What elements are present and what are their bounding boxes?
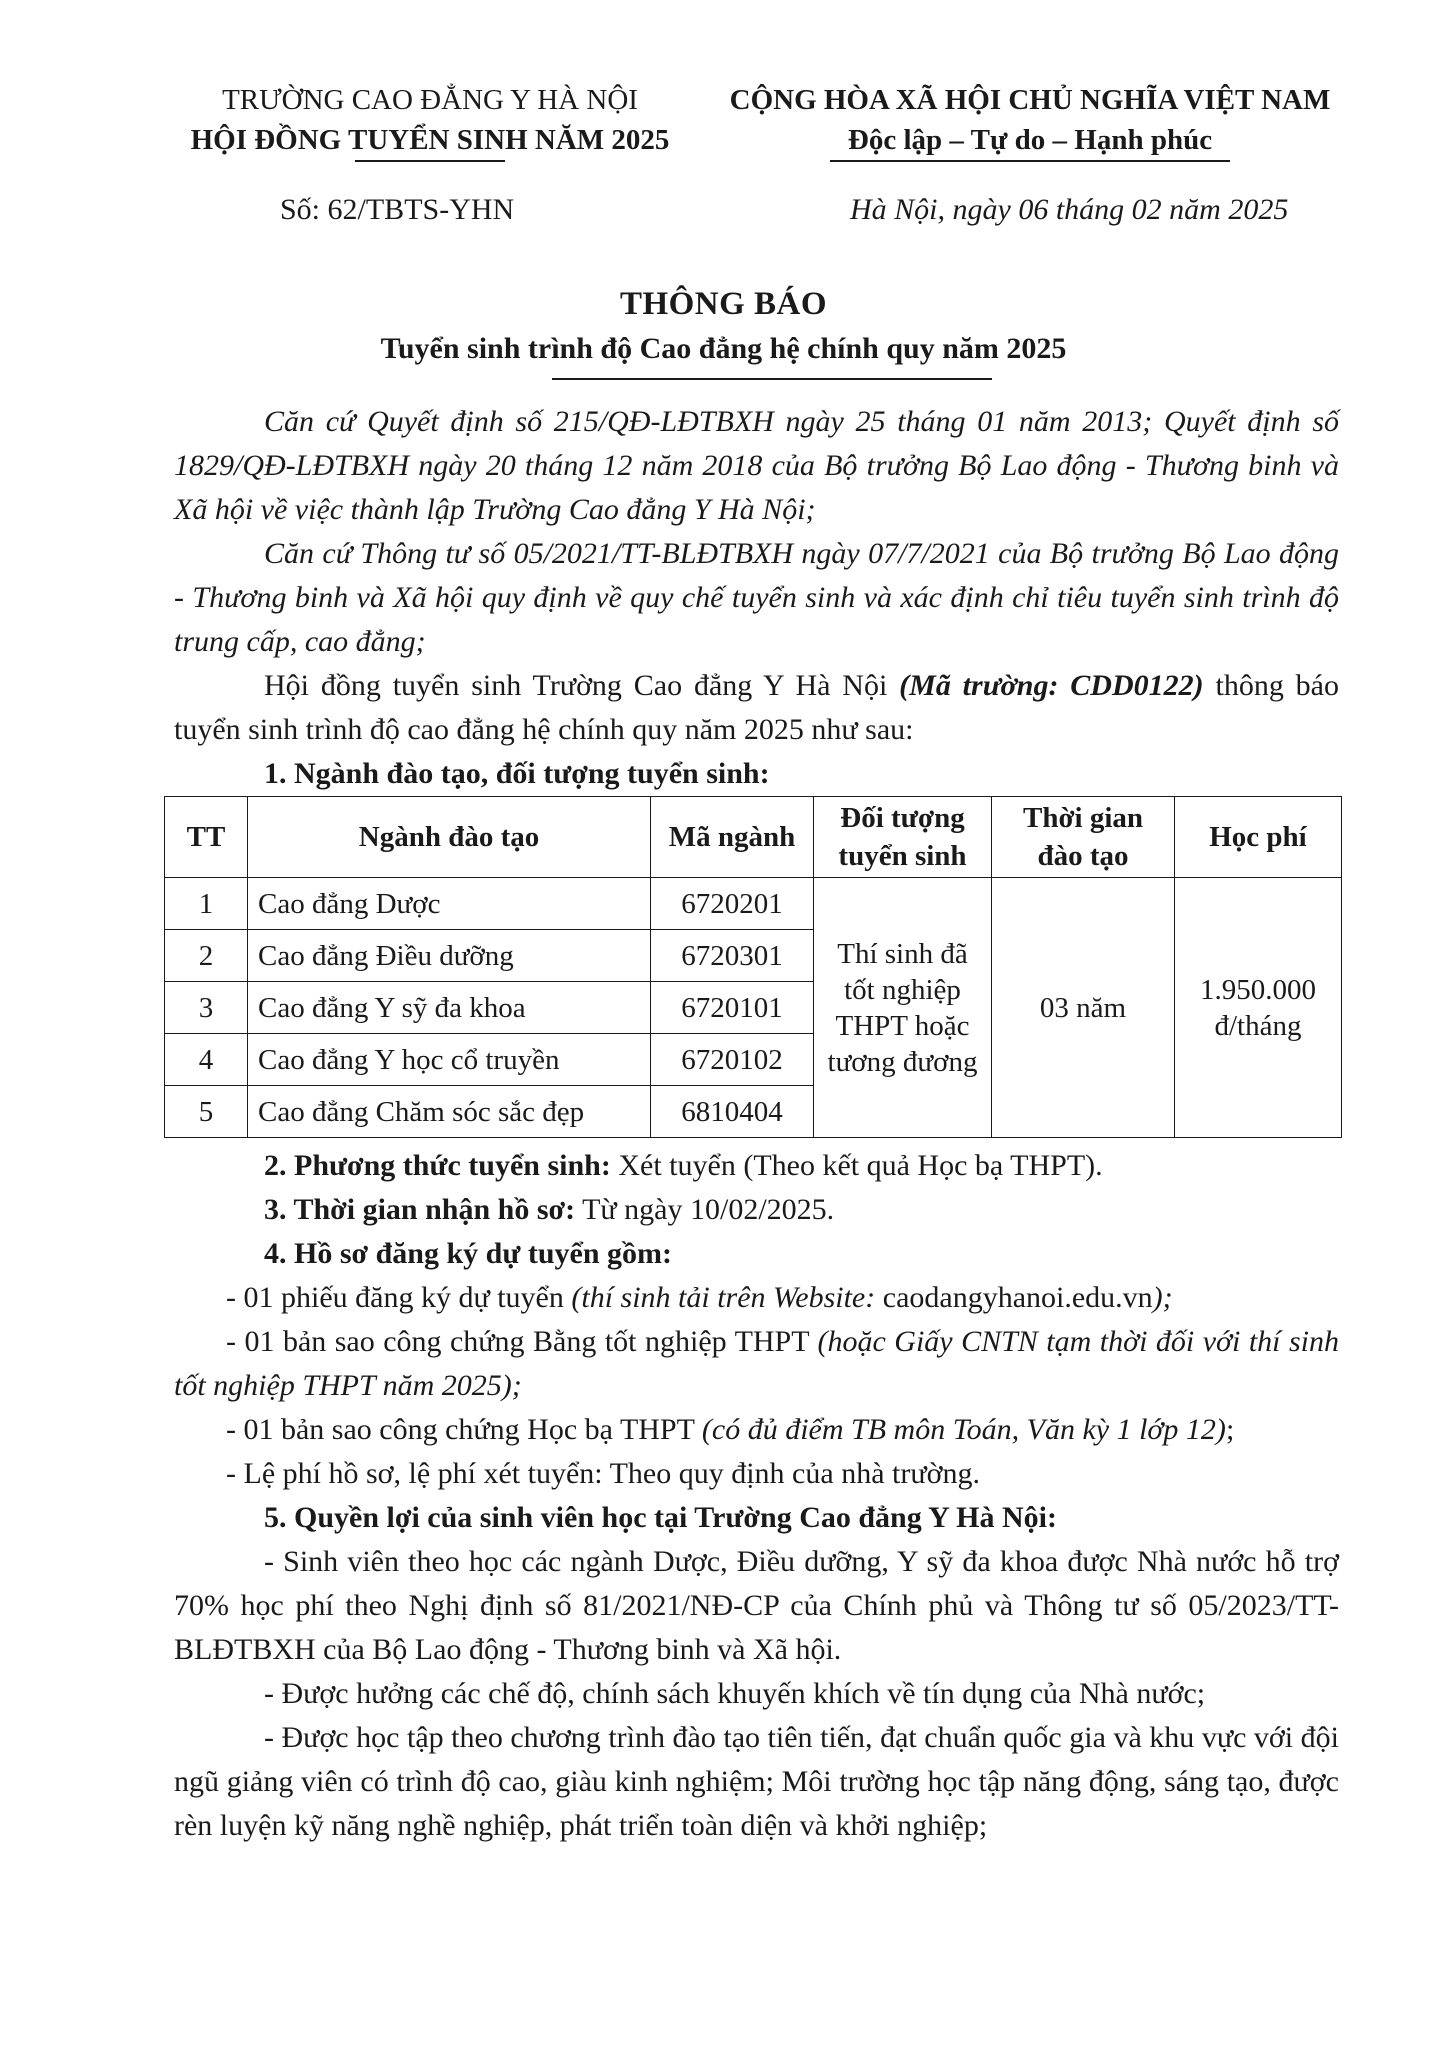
fee-cell <box>1175 878 1342 1138</box>
dossier-item-1-text: - 01 phiếu đăng ký dự tuyển <box>226 1281 572 1314</box>
intro-text-a: Hội đồng tuyển sinh Trường Cao đẳng Y Hà Nội <box>264 669 900 702</box>
col-header-target: Đối tượng tuyển sinh <box>814 797 992 878</box>
row-code: 6720301 <box>651 930 814 982</box>
row-tt: 4 <box>165 1034 248 1086</box>
section-4-heading: 4. Hồ sơ đăng ký dự tuyển gồm: <box>264 1237 673 1270</box>
row-tt: 3 <box>165 982 248 1034</box>
document-number: Số: 62/TBTS-YHN <box>280 193 515 226</box>
dossier-item-2 <box>174 1320 1339 1408</box>
dossier-item-3-note: (có đủ điểm TB môn Toán, Văn kỳ 1 lớp 12) <box>701 1413 1226 1446</box>
dossier-item-3-end: ; <box>1225 1413 1235 1446</box>
row-program: Cao đẳng Chăm sóc sắc đẹp <box>248 1086 651 1138</box>
document-body <box>174 400 1339 1848</box>
page-title: THÔNG BÁO <box>619 286 828 322</box>
programs-table <box>164 796 1342 1138</box>
website-url: caodangyhanoi.edu.vn <box>882 1281 1153 1314</box>
row-code: 6810404 <box>651 1086 814 1138</box>
row-tt: 1 <box>165 878 248 930</box>
section-2-text: Xét tuyển (Theo kết quả Học bạ THPT). <box>610 1149 1103 1182</box>
row-code: 6720201 <box>651 878 814 930</box>
section-3-text: Từ ngày 10/02/2025. <box>575 1193 835 1226</box>
section-1-heading: 1. Ngành đào tạo, đối tượng tuyển sinh: <box>264 757 770 790</box>
col-header-tt: TT <box>165 797 248 878</box>
legal-basis-1: Căn cứ Quyết định số 215/QĐ-LĐTBXH ngày 25 tháng 01 năm 2013; Quyết định số 1829/QĐ-LĐTBXH ngày 20 tháng 12 năm 2018 của Bộ trưởng Bộ Lao động - Thương binh và Xã hội về việc thành lập Trường Cao đẳng Y Hà Nội; <box>174 405 1339 526</box>
dossier-item-3-text: - 01 bản sao công chứng Học bạ THPT <box>226 1413 702 1446</box>
fee-amount: 1.950.000 <box>1200 973 1316 1006</box>
section-2-heading: 2. Phương thức tuyển sinh: <box>264 1149 611 1182</box>
row-program: Cao đẳng Dược <box>248 878 651 930</box>
admission-council: HỘI ĐỒNG TUYỂN SINH NĂM 2025 <box>190 124 670 156</box>
republic-title: CỘNG HÒA XÃ HỘI CHỦ NGHĨA VIỆT NAM <box>729 84 1331 116</box>
page-subtitle: Tuyển sinh trình độ Cao đẳng hệ chính quy năm 2025 <box>380 332 1067 365</box>
intro-text-b: thông báo tuyển sinh trình độ cao đẳng hệ chính quy năm 2025 như sau: <box>174 669 1339 746</box>
row-code: 6720102 <box>651 1034 814 1086</box>
fee-unit: đ/tháng <box>1214 1009 1302 1042</box>
section-3-heading: 3. Thời gian nhận hồ sơ: <box>264 1193 576 1226</box>
legal-basis-2: Căn cứ Thông tư số 05/2021/TT-BLĐTBXH ngày 07/7/2021 của Bộ trưởng Bộ Lao động - Thương binh và Xã hội quy định về quy chế tuyển sinh và xác định chỉ tiêu tuyển sinh trình độ trung cấp, cao đẳng; <box>174 537 1339 658</box>
target-cell: Thí sinh đã tốt nghiệp THPT hoặc tương đương <box>814 878 992 1138</box>
row-code: 6720101 <box>651 982 814 1034</box>
national-motto: Độc lập – Tự do – Hạnh phúc <box>847 124 1213 156</box>
row-program: Cao đẳng Y học cổ truyền <box>248 1034 651 1086</box>
duration-cell: 03 năm <box>992 878 1175 1138</box>
issuer-underline <box>355 160 505 162</box>
intro-paragraph <box>174 664 1339 752</box>
national-motto-block <box>720 80 1340 162</box>
row-tt: 5 <box>165 1086 248 1138</box>
dossier-item-1 <box>174 1276 1339 1320</box>
col-header-duration: Thời gian đào tạo <box>992 797 1175 878</box>
motto-underline <box>830 160 1230 162</box>
benefit-item-3: - Được học tập theo chương trình đào tạo tiên tiến, đạt chuẩn quốc gia và khu vực với đội ngũ giảng viên có trình độ cao, giàu kinh nghiệm; Môi trường học tập năng động, sáng tạo, được rèn luyện kỹ năng nghề nghiệp, phát triển toàn diện và khởi nghiệp; <box>174 1721 1339 1842</box>
col-header-program: Ngành đào tạo <box>248 797 651 878</box>
col-header-code: Mã ngành <box>651 797 814 878</box>
dossier-item-3 <box>174 1408 1339 1452</box>
col-header-fee: Học phí <box>1175 797 1342 878</box>
school-name: TRƯỜNG CAO ĐẲNG Y HÀ NỘI <box>222 84 638 116</box>
benefit-item-1: - Sinh viên theo học các ngành Dược, Điều dưỡng, Y sỹ đa khoa được Nhà nước hỗ trợ 70% học phí theo Nghị định số 81/2021/NĐ-CP của Chính phủ và Thông tư số 05/2023/TT-BLĐTBXH của Bộ Lao động - Thương binh và Xã hội. <box>174 1545 1339 1666</box>
section-5-heading: 5. Quyền lợi của sinh viên học tại Trường Cao đẳng Y Hà Nội: <box>264 1501 1057 1534</box>
row-tt: 2 <box>165 930 248 982</box>
dossier-item-1-note: (thí sinh tải trên Website: <box>571 1281 883 1314</box>
issue-date: Hà Nội, ngày 06 tháng 02 năm 2025 <box>850 193 1289 226</box>
section-2 <box>174 1144 1339 1188</box>
issuer-block <box>150 80 710 162</box>
row-program: Cao đẳng Y sỹ đa khoa <box>248 982 651 1034</box>
dossier-item-1-end: ); <box>1152 1281 1173 1314</box>
benefit-item-2: - Được hưởng các chế độ, chính sách khuyến khích về tín dụng của Nhà nước; <box>264 1677 1206 1710</box>
table-row <box>165 878 1342 930</box>
dossier-item-2-note: (hoặc Giấy CNTN tạm thời đối với thí sinh tốt nghiệp THPT năm 2025); <box>174 1325 1339 1402</box>
subtitle-underline <box>552 378 992 380</box>
school-code: (Mã trường: CDD0122) <box>899 669 1204 702</box>
section-3 <box>174 1188 1339 1232</box>
table-header-row <box>165 797 1342 878</box>
row-program: Cao đẳng Điều dưỡng <box>248 930 651 982</box>
dossier-item-2-text: - 01 bản sao công chứng Bằng tốt nghiệp THPT <box>226 1325 818 1358</box>
dossier-item-4: - Lệ phí hồ sơ, lệ phí xét tuyển: Theo quy định của nhà trường. <box>226 1457 980 1490</box>
